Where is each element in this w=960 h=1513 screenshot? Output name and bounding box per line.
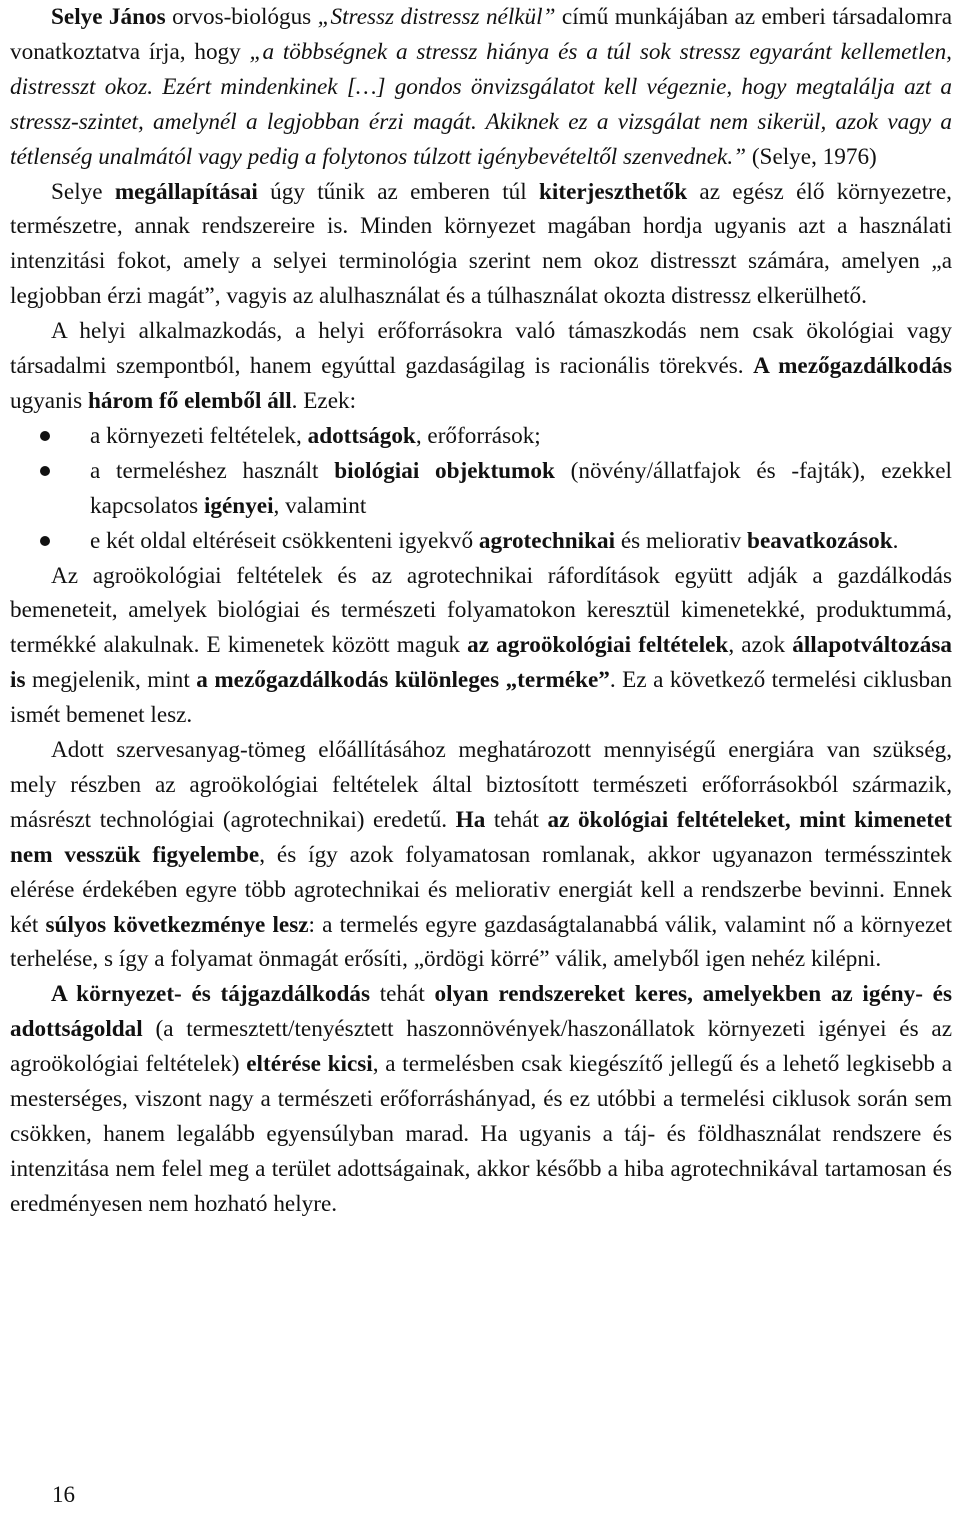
bold-text: Selye János bbox=[51, 4, 166, 30]
text-run: : a termelés egyre gazdaságtalanabbá válik, valamint nő a környezet terhelése, s így a folyamat önmagát erősíti, „ördögi körré” válik, amelyből igen nehéz kilépni. bbox=[10, 911, 953, 973]
text-run: az egész élő környezetre, természetre, annak rendszereire is. Minden környezet magában hordja ugyanis azt a használati intenzitási fokot, amely a selyei terminológia szerint nem okoz distresszt számára, amelyen „a legjobban érzi magát”, vagyis az alulhasználat és a túlhasználat okozta distressz elkerülhető. bbox=[10, 178, 952, 310]
paragraph-landscape-management bbox=[10, 977, 952, 1221]
text-run: , azok bbox=[728, 632, 793, 659]
text-run: Az agroökológiai feltételek és az agrotechnikai ráfordítások együtt adják a gazdálkodás bemeneteit, amelyek biológiai és természeti folyamatokon keresztül kimenetekké, produktummá, termékké alakulnak. E kimenetek között maguk bbox=[10, 562, 952, 659]
bold-text: igényei bbox=[203, 492, 274, 519]
paragraph-selye-findings bbox=[10, 175, 952, 315]
text-run: (a termesztett/tenyésztett haszonnövények/haszonállatok környezeti igényei és az agroökológiai feltételek) bbox=[10, 1016, 952, 1078]
bold-text: kiterjeszthetők bbox=[539, 178, 688, 205]
paragraph-selye-quote bbox=[10, 0, 952, 175]
paragraph-energy bbox=[10, 733, 952, 977]
text-run: orvos-biológus bbox=[165, 4, 318, 30]
bold-text: súlyos következménye lesz bbox=[45, 911, 309, 938]
text-run: tehát bbox=[485, 806, 548, 833]
text-run: című munkájában az emberi társadalomra vonatkoztatva írja, hogy bbox=[10, 4, 952, 65]
text-run: , a termelésben csak kiegészítő jellegű és a lehető legkisebb a mesterséges, viszont nagy a természeti erőforráshányad, és ez utóbbi a termelési ciklusok során sem csökken, hanem legalább egyensúlyban marad. Ha ugyanis a táj- és földhasználat rendszere és intenzitása nem felel meg a terület adottságainak, akkor később a hiba agrotechnikával tartamosan és eredményesen nem hozható helyre. bbox=[10, 1051, 952, 1217]
list-item bbox=[10, 524, 952, 559]
list-item-text bbox=[90, 454, 952, 524]
italic-text: „Stressz distressz nélkül” bbox=[317, 4, 556, 30]
bold-text: adottságok bbox=[307, 422, 416, 449]
bold-text: agrotechnikai bbox=[478, 527, 616, 554]
list-item bbox=[10, 419, 952, 454]
bold-text: olyan rendszereket keres, amelyekben az igény- és adottságoldal bbox=[10, 981, 952, 1043]
bold-text: az agroökológiai feltételek bbox=[467, 632, 729, 659]
text-run: úgy tűnik az emberen túl bbox=[257, 178, 540, 205]
paragraph-local-adaptation bbox=[10, 314, 952, 419]
bold-text: a mezőgazdálkodás különleges „terméke” bbox=[196, 667, 610, 694]
bold-text: Ha bbox=[455, 806, 486, 833]
text-run: és meliorativ bbox=[615, 527, 748, 554]
list-item-text bbox=[90, 419, 952, 454]
text-run: , valamint bbox=[273, 492, 367, 519]
paragraph-inputs-outputs bbox=[10, 559, 952, 734]
text-run: ugyanis bbox=[10, 387, 88, 414]
text-run: a termeléshez használt bbox=[90, 457, 335, 484]
bold-text: állapotváltozása is bbox=[10, 632, 952, 694]
bold-text: eltérése kicsi bbox=[246, 1051, 373, 1078]
bullet-icon bbox=[10, 454, 90, 489]
text-run: (növény/állatfajok és -fajták), ezekkel kapcsolatos bbox=[90, 457, 952, 519]
text-run: megjelenik, mint bbox=[25, 667, 197, 694]
bold-text: az ökológiai feltételeket, mint kimenetet nem vesszük figyelembe bbox=[10, 806, 953, 868]
bold-text: A mezőgazdálkodás bbox=[753, 353, 953, 380]
text-run: e két oldal eltéréseit csökkenteni igyekvő bbox=[90, 527, 479, 554]
bold-text: beavatkozások bbox=[747, 527, 893, 554]
text-run: , erőforrások; bbox=[415, 422, 541, 449]
italic-text: „a többségnek a stressz hiánya és a túl sok stressz egyaránt kellemetlen, distresszt okoz. Ezért mindenkinek […] gondos önvizsgálatot kell végeznie, hogy megtalálja azt a stressz-szintet, amelynél a legjobban érzi magát. Akiknek ez a vizsgálat nem sikerül, azok vagy a tétlenség unalmától vagy pedig a folytonos túlzott igénybevételtől szenvednek.” bbox=[10, 38, 952, 170]
text-run: . Ezek: bbox=[291, 387, 357, 414]
list-item bbox=[10, 454, 952, 524]
text-run: . bbox=[892, 527, 899, 554]
bold-text: megállapításai bbox=[114, 178, 258, 205]
bold-text: biológiai objektumok bbox=[334, 457, 555, 484]
element-list bbox=[10, 419, 952, 559]
bullet-icon bbox=[10, 419, 90, 454]
text-run: A helyi alkalmazkodás, a helyi erőforrásokra való támaszkodás nem csak ökológiai vagy társadalmi szempontból, hanem egyúttal gazdaságilag is racionális törekvés. bbox=[10, 318, 952, 380]
bold-text: A környezet- és tájgazdálkodás bbox=[51, 981, 370, 1008]
text-run: tehát bbox=[369, 981, 435, 1008]
bullet-icon bbox=[10, 524, 90, 559]
page-body bbox=[10, 0, 952, 1222]
text-run: , és így azok folyamatosan romlanak, akkor ugyanazon termésszintek elérése érdekében egyre több agrotechnikai és meliorativ energiát kell a rendszerbe bevinni. Ennek két bbox=[10, 841, 952, 938]
text-run: . Ez a következő termelési ciklusban ismét bemenet lesz. bbox=[10, 667, 952, 729]
bold-text: három fő elemből áll bbox=[87, 387, 292, 414]
text-run: Adott szervesanyag-tömeg előállításához meghatározott mennyiségű energiára van szükség, mely részben az agroökológiai feltételek által biztosított természeti erőforrásokból származik, másrészt technológiai (agrotechnikai) eredetű. bbox=[10, 737, 952, 833]
text-run: (Selye, 1976) bbox=[746, 143, 877, 170]
text-run: Selye bbox=[51, 178, 115, 205]
text-run: a környezeti feltételek, bbox=[90, 422, 308, 449]
page-number: 16 bbox=[52, 1482, 75, 1507]
list-item-text bbox=[90, 524, 952, 559]
